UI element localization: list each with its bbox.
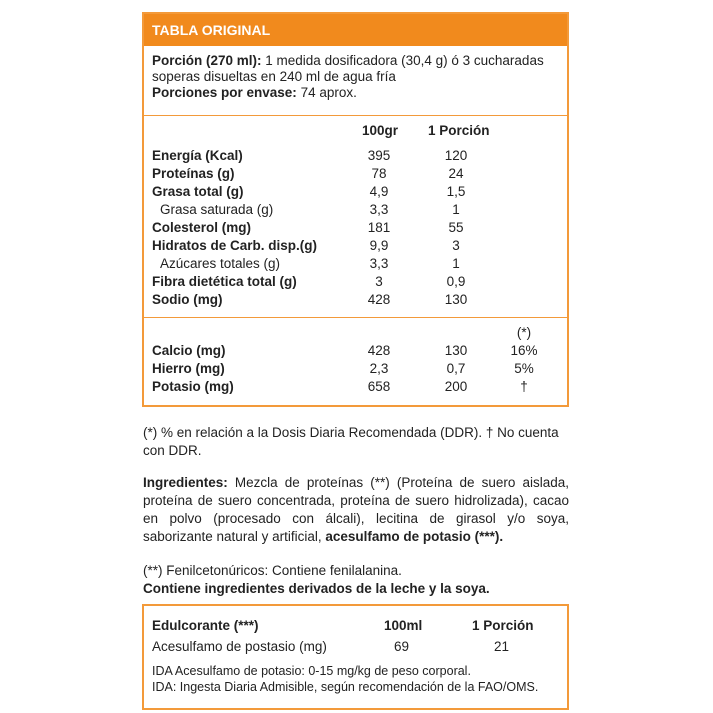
table-row xyxy=(144,165,567,183)
servings-text: 74 aprox. xyxy=(296,85,357,100)
sweetener-row xyxy=(144,637,567,657)
nutrition-table xyxy=(142,12,569,407)
row-label: Sodio (mg) xyxy=(152,292,223,307)
col-100g: 100gr xyxy=(362,123,399,138)
row-value-100g: 428 xyxy=(367,292,391,307)
row-label: Azúcares totales (g) xyxy=(160,256,281,271)
row-value-portion: 55 xyxy=(448,220,464,235)
row-value-portion: 1 xyxy=(452,256,460,271)
sweetener-header xyxy=(144,615,567,637)
row-value-portion: 130 xyxy=(444,292,468,307)
table-row xyxy=(144,255,567,273)
row-value-portion: 120 xyxy=(444,148,468,163)
sweetener-value-portion: 21 xyxy=(494,639,510,654)
ida-note-1: IDA Acesulfamo de potasio: 0-15 mg/kg de peso corporal. xyxy=(152,664,471,678)
table-row xyxy=(144,147,567,165)
row-value-portion: 1,5 xyxy=(446,184,466,199)
row-label: Fibra dietética total (g) xyxy=(152,274,297,289)
row-label: Potasio (mg) xyxy=(152,379,234,394)
row-value-portion: 1 xyxy=(452,202,460,217)
portion-info xyxy=(144,46,567,116)
sweetener-label: Edulcorante (***) xyxy=(152,618,259,633)
col-portion: 1 Porción xyxy=(428,123,490,138)
ingredients-label: Ingredientes: xyxy=(143,475,228,490)
table-row xyxy=(144,183,567,201)
row-value-100g: 658 xyxy=(367,379,391,394)
ddr-header: (*) xyxy=(516,325,532,340)
derived-note: Contiene ingredientes derivados de la leche y la soya. xyxy=(143,581,490,596)
portion-line xyxy=(152,53,559,85)
ida-notes xyxy=(144,663,567,695)
row-value-ddr: † xyxy=(520,379,528,394)
table-row xyxy=(144,201,567,219)
row-label: Energía (Kcal) xyxy=(152,148,243,163)
portion-text: 1 medida dosificadora (30,4 g) ó 3 cucharadas soperas disueltas en 240 ml de agua fría xyxy=(152,53,544,84)
row-value-100g: 4,9 xyxy=(369,184,389,199)
nutrient-rows xyxy=(144,147,567,318)
sweetener-col-portion: 1 Porción xyxy=(472,618,534,633)
ddr-header-row xyxy=(144,324,567,342)
row-label: Colesterol (mg) xyxy=(152,220,252,235)
row-label: Hidratos de Carb. disp.(g) xyxy=(152,238,318,253)
ingredients-text: Mezcla de proteínas (**) (Proteína de suero aislada, proteína de suero concentrada, proteína de suero hidrolizada), cacao en polvo (procesado con álcali), lecitina de girasol y/o soya, saborizante natural y artificial, xyxy=(143,475,569,544)
row-value-portion: 130 xyxy=(444,343,468,358)
row-value-100g: 78 xyxy=(371,166,387,181)
row-value-portion: 24 xyxy=(448,166,464,181)
row-label: Grasa total (g) xyxy=(152,184,244,199)
servings-line xyxy=(152,85,559,101)
table-title: TABLA ORIGINAL xyxy=(144,14,567,46)
phenyl-note: (**) Fenilcetonúricos: Contiene fenilalanina. xyxy=(143,563,402,578)
ddr-note: (*) % en relación a la Dosis Diaria Recomendada (DDR). † No cuenta con DDR. xyxy=(143,425,559,458)
sweetener-col-100ml: 100ml xyxy=(384,618,423,633)
row-value-100g: 3,3 xyxy=(369,256,389,271)
row-label: Hierro (mg) xyxy=(152,361,225,376)
row-value-portion: 0,9 xyxy=(446,274,466,289)
row-value-ddr: 16% xyxy=(510,343,538,358)
table-row xyxy=(144,273,567,291)
table-row xyxy=(144,342,567,360)
mineral-rows xyxy=(144,318,567,396)
ingredients-bold-tail: acesulfamo de potasio (***). xyxy=(325,529,504,544)
row-value-100g: 428 xyxy=(367,343,391,358)
row-value-portion: 200 xyxy=(444,379,468,394)
row-label: Proteínas (g) xyxy=(152,166,235,181)
table-row xyxy=(144,237,567,255)
table-row xyxy=(144,360,567,378)
row-value-100g: 3 xyxy=(375,274,383,289)
table-row xyxy=(144,219,567,237)
allergen-notes xyxy=(143,562,573,598)
row-value-100g: 9,9 xyxy=(369,238,389,253)
servings-label: Porciones por envase: xyxy=(152,85,297,100)
row-value-100g: 181 xyxy=(367,220,391,235)
column-header xyxy=(144,120,567,142)
row-label: Calcio (mg) xyxy=(152,343,226,358)
sweetener-item: Acesulfamo de postasio (mg) xyxy=(152,639,327,654)
portion-label: Porción (270 ml): xyxy=(152,53,262,68)
row-label: Grasa saturada (g) xyxy=(160,202,274,217)
table-row xyxy=(144,378,567,396)
row-value-100g: 395 xyxy=(367,148,391,163)
row-value-ddr: 5% xyxy=(514,361,534,376)
ingredients-paragraph xyxy=(143,474,569,546)
row-value-100g: 3,3 xyxy=(369,202,389,217)
row-value-portion: 0,7 xyxy=(446,361,466,376)
row-value-portion: 3 xyxy=(452,238,460,253)
row-value-100g: 2,3 xyxy=(369,361,389,376)
ida-note-2: IDA: Ingesta Diaria Admisible, según recomendación de la FAO/OMS. xyxy=(152,680,539,694)
table-row xyxy=(144,291,567,309)
sweetener-value-100ml: 69 xyxy=(394,639,410,654)
sweetener-table xyxy=(142,604,569,710)
